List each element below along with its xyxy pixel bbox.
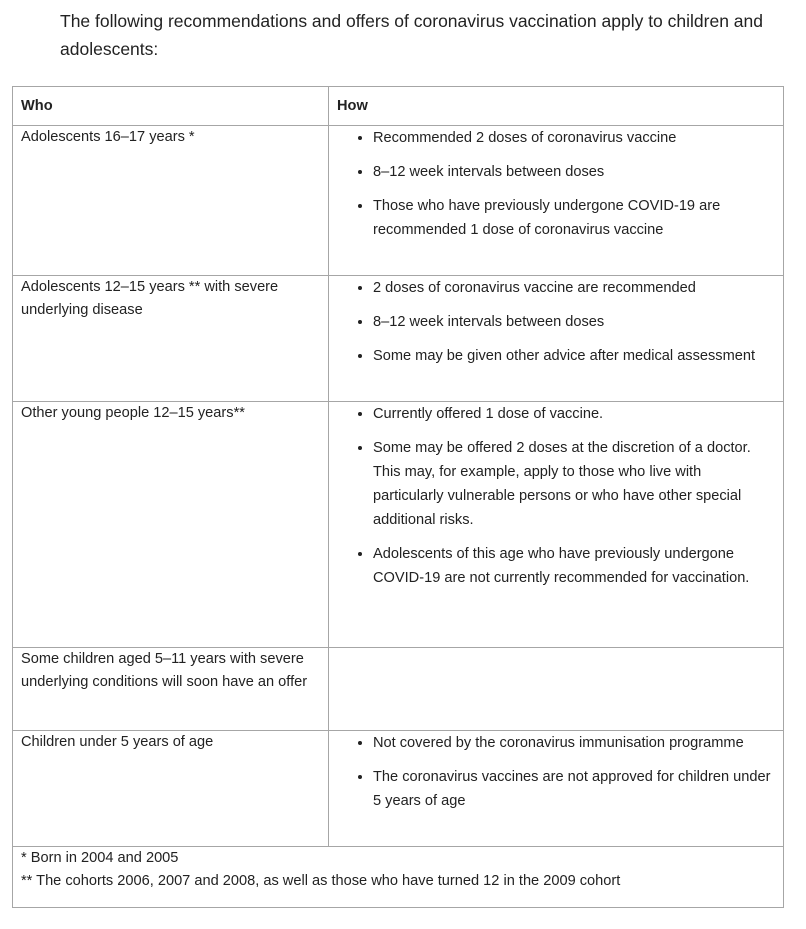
table-row [13,402,784,648]
list-item: • 8–12 week intervals between doses [373,160,775,184]
list-item: • Not covered by the coronavirus immunisation programme [373,731,775,755]
list-item: • Adolescents of this age who have previously undergone COVID-19 are not currently recommended for vaccination. [373,542,775,590]
header-who: Who [13,87,329,126]
how-list [337,126,775,242]
list-item: • The coronavirus vaccines are not approved for children under 5 years of age [373,765,775,813]
list-item: • 2 doses of coronavirus vaccine are recommended [373,276,775,300]
list-item: • Some may be offered 2 doses at the discretion of a doctor. This may, for example, apply to those who live with particularly vulnerable persons or who have other special additional risks. [373,436,775,532]
who-cell: Adolescents 16–17 years * [13,126,329,276]
header-how: How [329,87,784,126]
table-header-row [13,87,784,126]
how-cell [329,731,784,847]
table-row [13,126,784,276]
list-item: • Those who have previously undergone COVID-19 are recommended 1 dose of coronavirus vaccine [373,194,775,242]
who-cell: Some children aged 5–11 years with severe underlying conditions will soon have an offer [13,648,329,731]
how-cell [329,402,784,648]
list-item: • Recommended 2 doses of coronavirus vaccine [373,126,775,150]
who-cell: Other young people 12–15 years** [13,402,329,648]
footnote: ** The cohorts 2006, 2007 and 2008, as well as those who have turned 12 in the 2009 cohort [21,872,621,889]
footnotes-cell [13,847,784,908]
how-list [337,402,775,590]
who-cell: Children under 5 years of age [13,731,329,847]
table-row [13,276,784,402]
table-row [13,648,784,731]
how-cell-empty [329,648,784,731]
how-list [337,276,775,368]
intro-text: The following recommendations and offers of coronavirus vaccination apply to children and adolescents: [60,11,763,59]
who-cell: Adolescents 12–15 years ** with severe underlying disease [13,276,329,402]
footnote-row [13,847,784,908]
vaccination-table [12,86,784,908]
table-row [13,731,784,847]
how-cell [329,276,784,402]
list-item: • Some may be given other advice after medical assessment [373,344,775,368]
how-cell [329,126,784,276]
how-list [337,731,775,813]
list-item: • 8–12 week intervals between doses [373,310,775,334]
list-item: • Currently offered 1 dose of vaccine. [373,402,775,426]
footnote: * Born in 2004 and 2005 [21,850,179,866]
